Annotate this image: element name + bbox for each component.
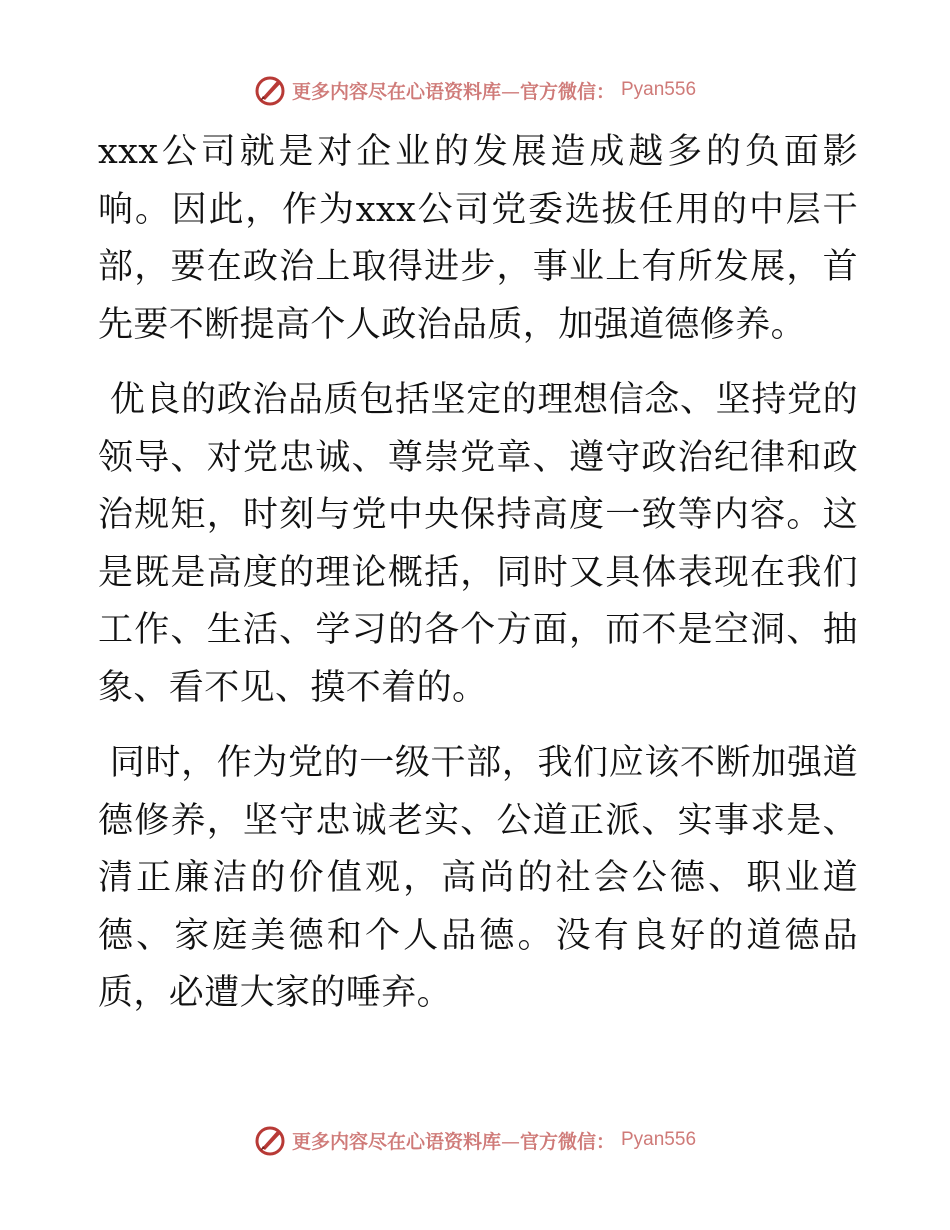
footer-banner-title: 更多内容尽在心语资料库—官方微信： <box>291 1130 615 1153</box>
paragraph-1: xxx公司就是对企业的发展造成越多的负面影响。因此，作为xxx公司党委选拔任用的中层干部，要在政治上取得进步，事业上有所发展，首先要不断提高个人政治品质，加强道德修养。 <box>98 132 858 345</box>
banner-wechat-id: Pyan556 <box>621 79 697 100</box>
page-footer-banner <box>0 1120 950 1160</box>
quill-pen-logo-icon <box>254 74 286 106</box>
document-body <box>98 124 858 1041</box>
page-header-banner <box>0 70 950 110</box>
paragraph-2: 优良的政治品质包括坚定的理想信念、坚持党的领导、对党忠诚、尊崇党章、遵守政治纪律和政治规矩，时刻与党中央保持高度一致等内容。这是既是高度的理论概括，同时又具体表现在我们工作、生活、学习的各个方面，而不是空洞、抽象、看不见、摸不着的。 <box>98 380 859 708</box>
footer-wechat-id: Pyan556 <box>621 1129 697 1150</box>
paragraph-3: 同时，作为党的一级干部，我们应该不断加强道德修养，坚守忠诚老实、公道正派、实事求是、清正廉洁的价值观，高尚的社会公德、职业道德、家庭美德和个人品德。没有良好的道德品质，必遭大家的唾弃。 <box>98 743 859 1013</box>
banner-title: 更多内容尽在心语资料库—官方微信： <box>291 80 615 103</box>
quill-pen-logo-icon <box>254 1124 286 1156</box>
